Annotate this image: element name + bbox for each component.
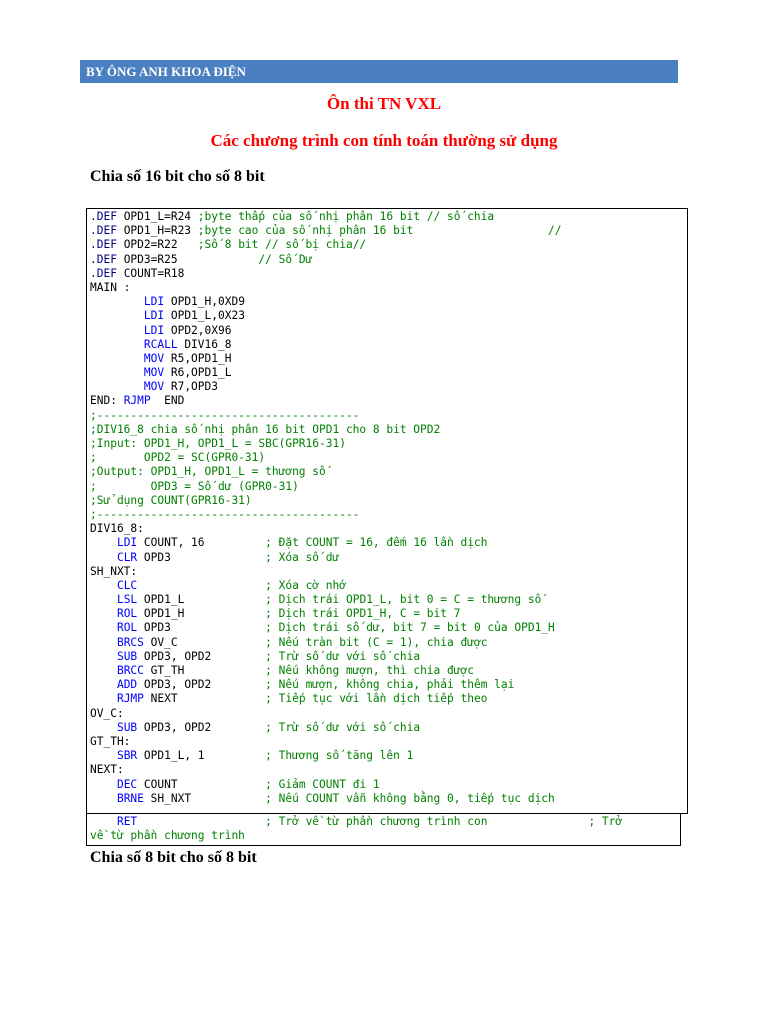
code-comment: // Số Dư xyxy=(258,252,313,266)
code-directive: .DEF xyxy=(90,238,117,252)
code-keyword: LSL xyxy=(116,593,138,607)
code-keyword: RJMP xyxy=(116,692,144,706)
code-keyword: LDI xyxy=(143,309,165,323)
author-text: BY ÔNG ANH KHOA ĐIỆN xyxy=(86,64,246,79)
code-line xyxy=(90,678,562,692)
code-text: OPD2=R22 xyxy=(116,238,198,252)
code-keyword: MOV xyxy=(143,351,165,365)
code-text: END: xyxy=(90,394,124,408)
code-text: COUNT=R18 xyxy=(116,266,185,280)
code-comment: về từ phần chương trình xyxy=(90,829,245,843)
code-comment: ; OPD2 = SC(GPR0-31) xyxy=(90,451,266,465)
code-text: OPD3 xyxy=(137,550,266,564)
code-keyword: ROL xyxy=(116,621,138,635)
section-heading-div16: Chia số 16 bit cho số 8 bit xyxy=(90,168,265,185)
code-line xyxy=(90,749,562,763)
author-header-bar xyxy=(80,60,678,83)
code-text: OPD2,0X96 xyxy=(164,323,232,337)
code-keyword: SUB xyxy=(116,720,138,734)
code-text: NEXT: xyxy=(90,763,124,777)
code-line xyxy=(90,778,562,792)
code-line xyxy=(90,309,562,323)
code-comment: ; Trở về từ phần chương trình con ; Trở xyxy=(265,815,623,828)
code-text: OPD1_L xyxy=(137,593,266,607)
code-line xyxy=(90,607,562,621)
code-line xyxy=(90,267,562,281)
code-keyword: LDI xyxy=(143,323,165,337)
code-line xyxy=(90,380,562,394)
code-text: COUNT xyxy=(137,777,266,791)
code-text xyxy=(90,593,117,606)
code-line xyxy=(90,636,562,650)
code-text xyxy=(90,536,117,549)
code-comment: ;Sử dụng COUNT(GPR16-31) xyxy=(90,493,252,507)
code-text xyxy=(90,607,117,620)
code-text: END xyxy=(150,394,185,408)
code-keyword: ADD xyxy=(116,678,138,692)
code-comment: ; Nếu mượn, không chia, phải thêm lại xyxy=(265,678,515,692)
code-comment: ;Output: OPD1_H, OPD1_L = thương số xyxy=(90,465,326,479)
code-comment: ; Tiếp tục với lần dịch tiếp theo xyxy=(265,692,488,706)
code-text: OPD3=R25 xyxy=(116,252,259,266)
code-keyword: RJMP xyxy=(123,394,151,408)
code-text xyxy=(90,815,117,828)
code-line xyxy=(90,366,562,380)
code-line xyxy=(90,238,562,252)
code-keyword: SUB xyxy=(116,649,138,663)
code-line xyxy=(90,621,562,635)
code-line xyxy=(90,465,562,479)
code-directive: .DEF xyxy=(90,224,117,238)
code-text xyxy=(90,338,144,351)
code-line xyxy=(90,324,562,338)
code-keyword: LDI xyxy=(116,536,138,550)
code-text: OPD3, OPD2 xyxy=(137,720,266,734)
code-line xyxy=(90,707,562,721)
code-line xyxy=(90,281,562,295)
code-text: MAIN : xyxy=(90,280,131,294)
code-text: DIV16_8 xyxy=(177,337,232,351)
code-comment: ;byte thấp của số nhị phân 16 bit // số chia xyxy=(197,210,495,223)
code-line xyxy=(90,437,562,451)
code-text: COUNT, 16 xyxy=(137,536,266,550)
code-comment: ;--------------------------------------- xyxy=(90,408,360,422)
code-text: GT_TH xyxy=(143,664,266,677)
code-text: OV_C xyxy=(143,635,266,649)
code-comment: ; Đặt COUNT = 16, đếm 16 lần dịch xyxy=(265,536,488,550)
code-keyword: MOV xyxy=(143,380,165,394)
code-comment: ; Dịch trái số dư, bit 7 = bit 0 của OPD1_H xyxy=(265,621,555,635)
code-comment: ; Dịch trái OPD1_H, C = bit 7 xyxy=(265,607,461,621)
code-line xyxy=(90,494,562,508)
code-comment: ; Nếu không mượn, thì chia được xyxy=(265,664,474,677)
code-line xyxy=(90,480,562,494)
code-comment: ; Xóa cờ nhớ xyxy=(265,578,346,592)
code-text: R7,OPD3 xyxy=(164,380,218,394)
code-line xyxy=(90,536,562,550)
code-comment: ; Nếu tràn bit (C = 1), chia được xyxy=(265,635,488,649)
code-text xyxy=(90,650,117,663)
code-keyword: RET xyxy=(116,815,138,828)
code-line xyxy=(90,409,562,423)
code-text xyxy=(90,721,117,734)
code-text: GT_TH: xyxy=(90,734,131,748)
code-text: OPD1_H,0XD9 xyxy=(164,295,245,309)
code-keyword: BRNE xyxy=(116,791,144,805)
code-text xyxy=(90,778,117,791)
code-comment: ; Trừ số dư với số chia xyxy=(265,720,421,734)
code-line xyxy=(90,792,562,806)
code-text: OPD1_H xyxy=(137,607,266,621)
code-text: OV_C: xyxy=(90,706,124,720)
code-text xyxy=(90,352,144,365)
code-text xyxy=(90,579,117,592)
code-line xyxy=(90,394,562,408)
code-text xyxy=(90,636,117,649)
code-keyword: MOV xyxy=(143,366,165,380)
code-text: OPD3, OPD2 xyxy=(137,678,266,692)
code-line xyxy=(90,352,562,366)
code-text: DIV16_8: xyxy=(90,522,144,536)
page-subtitle: Các chương trình con tính toán thường sử dụng xyxy=(210,131,558,150)
code-text xyxy=(90,380,144,393)
code-keyword: BRCC xyxy=(116,664,144,677)
code-comment: ; Giảm COUNT đi 1 xyxy=(265,777,380,791)
code-line xyxy=(90,338,562,352)
code-comment: ;byte cao của số nhị phân 16 bit // xyxy=(197,224,562,238)
code-text xyxy=(90,621,117,634)
code-text xyxy=(90,678,117,691)
code-line xyxy=(90,423,562,437)
section-heading-div8: Chia số 8 bit cho số 8 bit xyxy=(90,849,257,866)
code-text xyxy=(137,579,265,592)
code-comment: ; Dịch trái OPD1_L, bit 0 = C = thương số xyxy=(265,593,542,607)
code-line xyxy=(90,763,562,777)
code-line xyxy=(90,829,622,843)
code-text xyxy=(90,749,117,762)
code-line xyxy=(90,253,562,267)
code-keyword: SBR xyxy=(116,749,138,763)
code-text xyxy=(137,815,265,828)
code-line xyxy=(90,295,562,309)
code-directive: .DEF xyxy=(90,252,117,266)
code-text: R6,OPD1_L xyxy=(164,366,232,380)
ret-code-listing xyxy=(90,815,622,843)
code-text: OPD1_L, 1 xyxy=(137,749,266,763)
code-line xyxy=(90,664,562,678)
code-text: OPD1_L=R24 xyxy=(116,210,198,223)
code-comment: ; Xóa số dư xyxy=(265,550,340,564)
code-keyword: BRCS xyxy=(116,635,144,649)
code-directive: .DEF xyxy=(90,210,117,223)
code-text xyxy=(90,295,144,308)
code-text xyxy=(90,792,117,805)
code-text xyxy=(90,309,144,322)
code-line xyxy=(90,565,562,579)
code-comment: ;Input: OPD1_H, OPD1_L = SBC(GPR16-31) xyxy=(90,437,346,450)
code-text xyxy=(90,551,117,564)
code-line xyxy=(90,522,562,536)
code-line xyxy=(90,551,562,565)
code-directive: .DEF xyxy=(90,266,117,280)
code-text: SH_NXT xyxy=(143,791,266,805)
code-comment: ;--------------------------------------- xyxy=(90,507,360,521)
code-line xyxy=(90,508,562,522)
code-text xyxy=(90,664,117,677)
code-line xyxy=(90,815,622,829)
code-line xyxy=(90,650,562,664)
code-comment: ;DIV16_8 chia số nhị phân 16 bit OPD1 cho 8 bit OPD2 xyxy=(90,422,441,436)
code-text: OPD3, OPD2 xyxy=(137,649,266,663)
code-keyword: DEC xyxy=(116,777,138,791)
code-text: OPD1_H=R23 xyxy=(116,224,198,238)
code-text: OPD1_L,0X23 xyxy=(164,309,245,323)
code-line xyxy=(90,721,562,735)
code-keyword: CLC xyxy=(116,578,138,592)
code-text: R5,OPD1_H xyxy=(164,351,232,365)
code-line xyxy=(90,692,562,706)
code-keyword: CLR xyxy=(116,550,138,564)
code-text: OPD3 xyxy=(137,621,266,635)
code-comment: ; Nếu COUNT vẫn không bằng 0, tiếp tục dịch xyxy=(265,791,555,805)
code-listing xyxy=(90,210,562,806)
page-title: Ôn thi TN VXL xyxy=(326,94,442,113)
code-comment: ; Trừ số dư với số chia xyxy=(265,649,421,663)
code-text xyxy=(90,692,117,705)
code-text: NEXT xyxy=(143,692,266,706)
code-line xyxy=(90,579,562,593)
code-keyword: RCALL xyxy=(143,337,178,351)
code-comment: ; Thương số tăng lên 1 xyxy=(265,749,414,763)
code-comment: ; OPD3 = Số dư (GPR0-31) xyxy=(90,479,299,493)
code-text: SH_NXT: xyxy=(90,564,138,578)
code-text xyxy=(90,366,144,379)
code-line xyxy=(90,593,562,607)
code-line xyxy=(90,224,562,238)
code-keyword: ROL xyxy=(116,607,138,621)
code-text xyxy=(90,324,144,337)
code-keyword: LDI xyxy=(143,295,165,309)
code-line xyxy=(90,735,562,749)
code-line xyxy=(90,210,562,224)
code-line xyxy=(90,451,562,465)
code-comment: ;Số 8 bit // số bị chia// xyxy=(197,238,367,252)
